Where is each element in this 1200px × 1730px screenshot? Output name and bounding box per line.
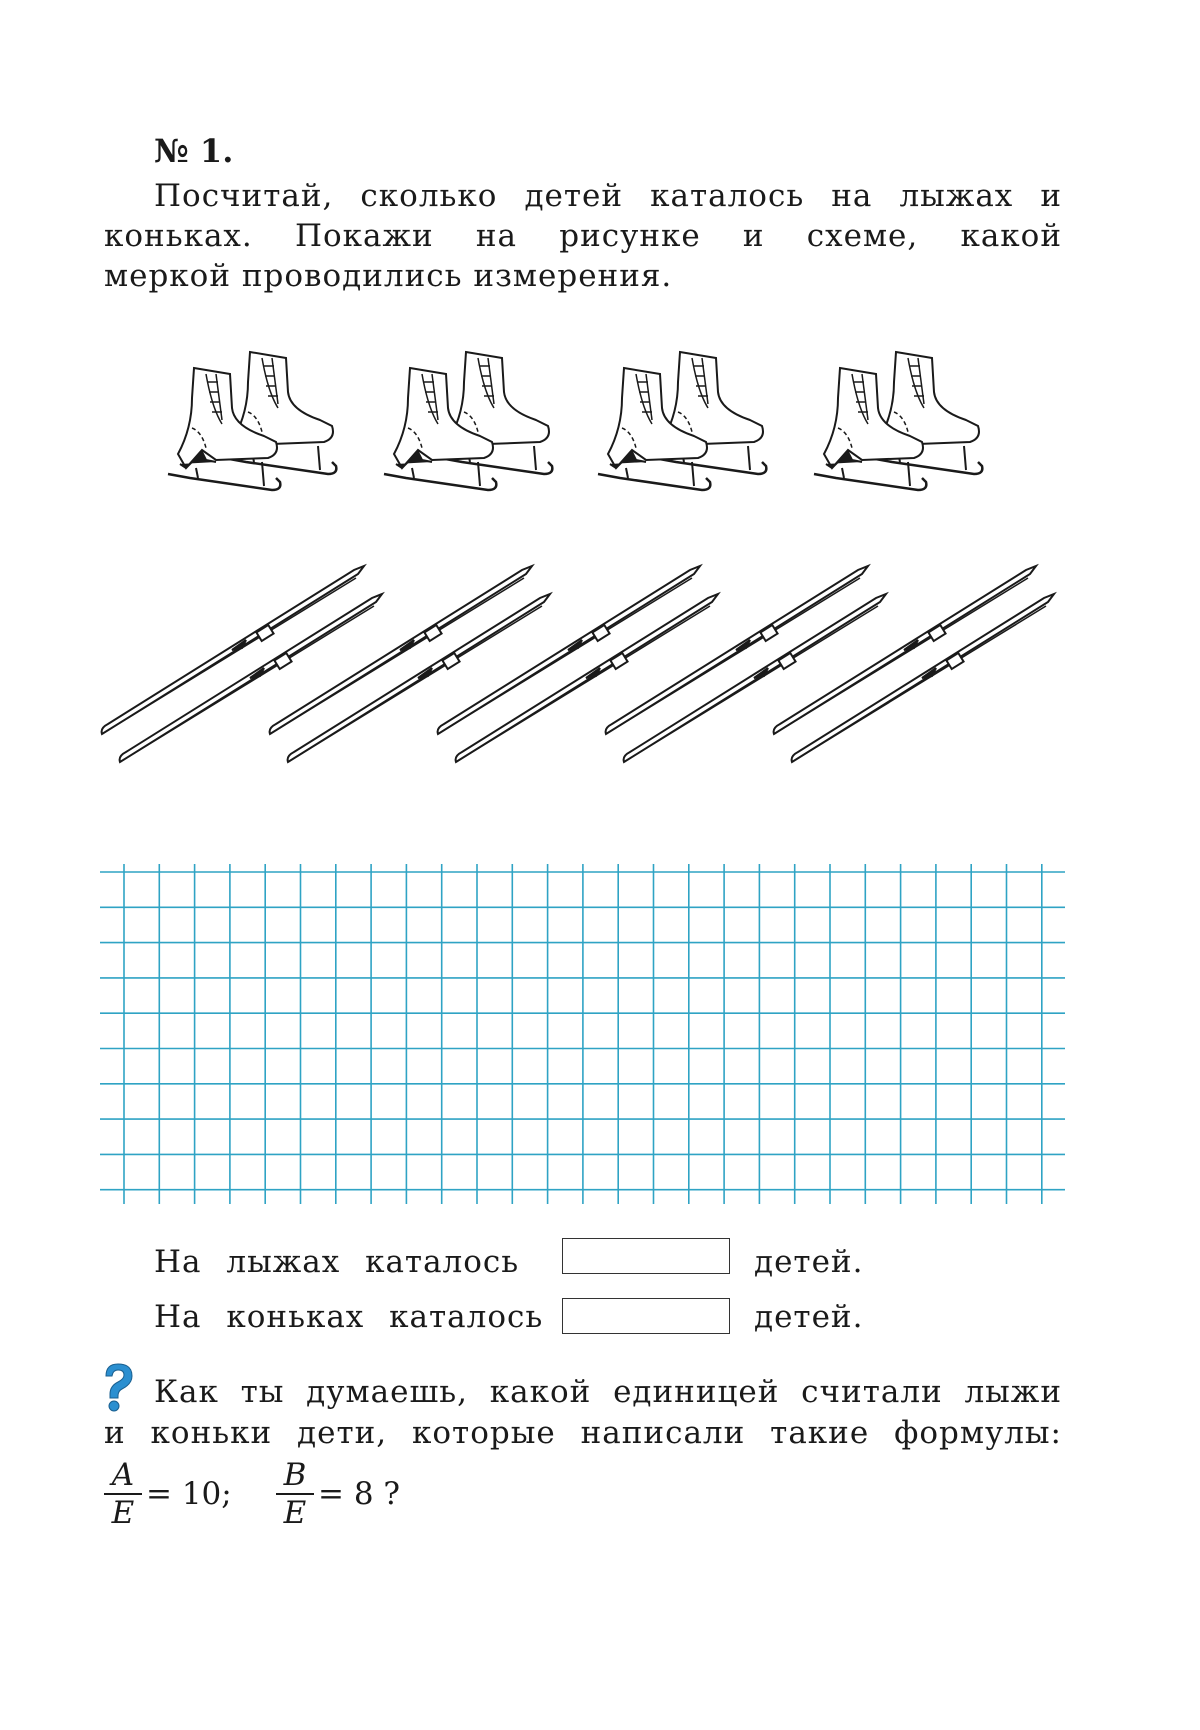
skates-row	[168, 352, 982, 490]
skis-row	[102, 566, 1054, 762]
question-line: Как ты думаешь, какой единицей считали лыжи	[154, 1374, 1062, 1410]
numerator: B	[276, 1457, 314, 1495]
skates-pair	[814, 352, 982, 490]
question-line: и коньки дети, которые написали такие формулы:	[104, 1415, 1062, 1451]
measurement-grid[interactable]	[100, 864, 1065, 1204]
formula-rest: = 10;	[146, 1476, 232, 1512]
question-text	[104, 1372, 1062, 1454]
formula-fraction	[104, 1457, 142, 1531]
formula-rest: = 8 ?	[318, 1476, 401, 1512]
numerator: A	[104, 1457, 142, 1495]
ski-answer-box[interactable]	[562, 1238, 730, 1274]
skates-pair	[168, 352, 336, 490]
task-number: № 1.	[154, 132, 234, 170]
skate-answer-suffix: детей.	[754, 1299, 864, 1335]
task-line: коньках. Покажи на рисунке и схеме, какой	[104, 218, 1062, 254]
denominator: E	[283, 1495, 307, 1531]
denominator: E	[111, 1495, 135, 1531]
formula-fraction	[276, 1457, 314, 1531]
skis-pair	[102, 566, 382, 762]
skates-pair	[598, 352, 766, 490]
skates-pair	[384, 352, 552, 490]
illustration	[0, 0, 1200, 820]
ski-answer-suffix: детей.	[754, 1244, 864, 1280]
skate-answer-box[interactable]	[562, 1298, 730, 1334]
task-line: Посчитай, сколько детей каталось на лыжах и	[154, 178, 1062, 214]
task-line: меркой проводились измерения.	[104, 258, 673, 294]
